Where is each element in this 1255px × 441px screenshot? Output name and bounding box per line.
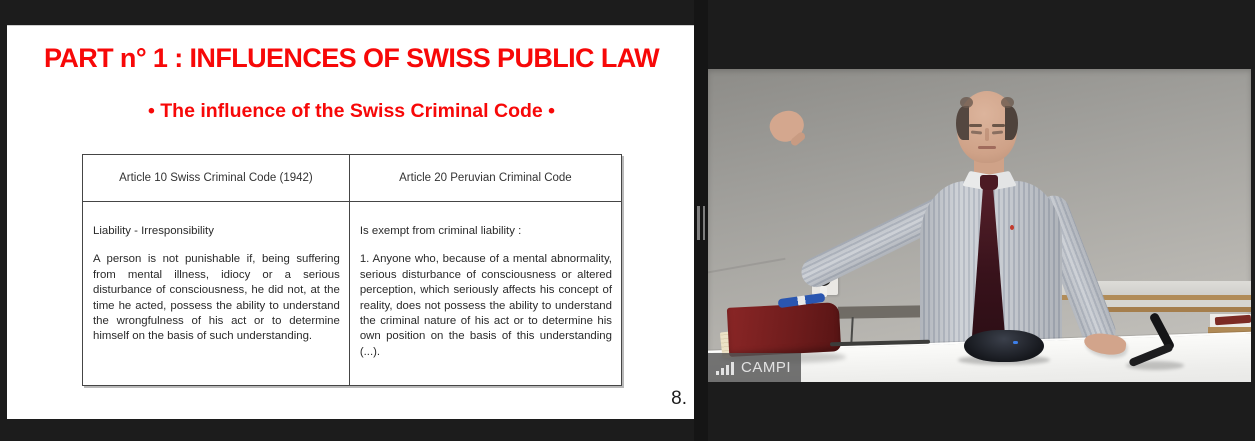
presenter-hair-top-right [1001,97,1014,108]
presenter-hair-left [956,106,969,140]
table-cell-swiss-code [83,202,350,385]
table-header-swiss-code: Article 10 Swiss Criminal Code (1942) [83,155,350,201]
panel-divider [694,0,708,441]
slide-subtitle: • The influence of the Swiss Criminal Code • [148,100,555,122]
presenter-nose [985,128,989,141]
drag-handle-icon[interactable] [697,206,705,240]
cell-body-peruvian: 1. Anyone who, because of a mental abnormality, serious disturbance of consciousness or altered perception, which seriously affects his concept of reality, does not possess the ability to understand the criminal nature of his act or to determine his own position on the basis of this understanding (...). [359,253,612,358]
speakerphone-light [1013,341,1018,344]
slide-title: PART n° 1 : INFLUENCES OF SWISS PUBLIC LAW [43,43,660,73]
background-table-2-edge [1098,307,1251,312]
red-book [727,302,841,357]
slide-page-number: 8. [671,388,687,409]
presenter-hair-top-left [960,97,973,108]
participant-name: CAMPI [741,359,792,376]
wall-seam [708,258,786,275]
presenter-eyebrow-left [969,124,982,127]
presenter-eye-left [971,131,982,134]
table-header-peruvian-code: Article 20 Peruvian Criminal Code [399,172,572,184]
table-cell-peruvian-code [350,202,621,385]
webcam-video [708,69,1251,382]
presenter-raised-hand [765,105,809,147]
presenter-mouth [978,146,996,149]
cell-heading-peruvian: Is exempt from criminal liability : [359,225,522,237]
cell-body-swiss: A person is not punishable if, being suffering from mental illness, idiocy or a serious disturbance of consciousness, he did not, at the time he acted, possess the ability to understand the wrongfulness of his act or to determine himself on the basis of such understanding. [93,253,340,343]
presenter-tie-knot [980,175,998,190]
cell-heading-swiss: Liability - Irresponsibility [93,225,214,237]
shirt-logo-dot [1010,225,1014,230]
comparison-table-header-row [83,155,621,202]
comparison-table-body-row [83,202,621,385]
presenter-head [957,91,1017,163]
presenter-eyebrow-right [992,124,1005,127]
presenter-eye-right [992,131,1003,134]
comparison-table [82,154,622,386]
shared-slide [7,25,696,419]
presenter-hair-right [1005,106,1018,140]
signal-bars-icon [716,360,734,375]
participant-name-tag [708,353,801,382]
speakerphone [964,330,1044,362]
